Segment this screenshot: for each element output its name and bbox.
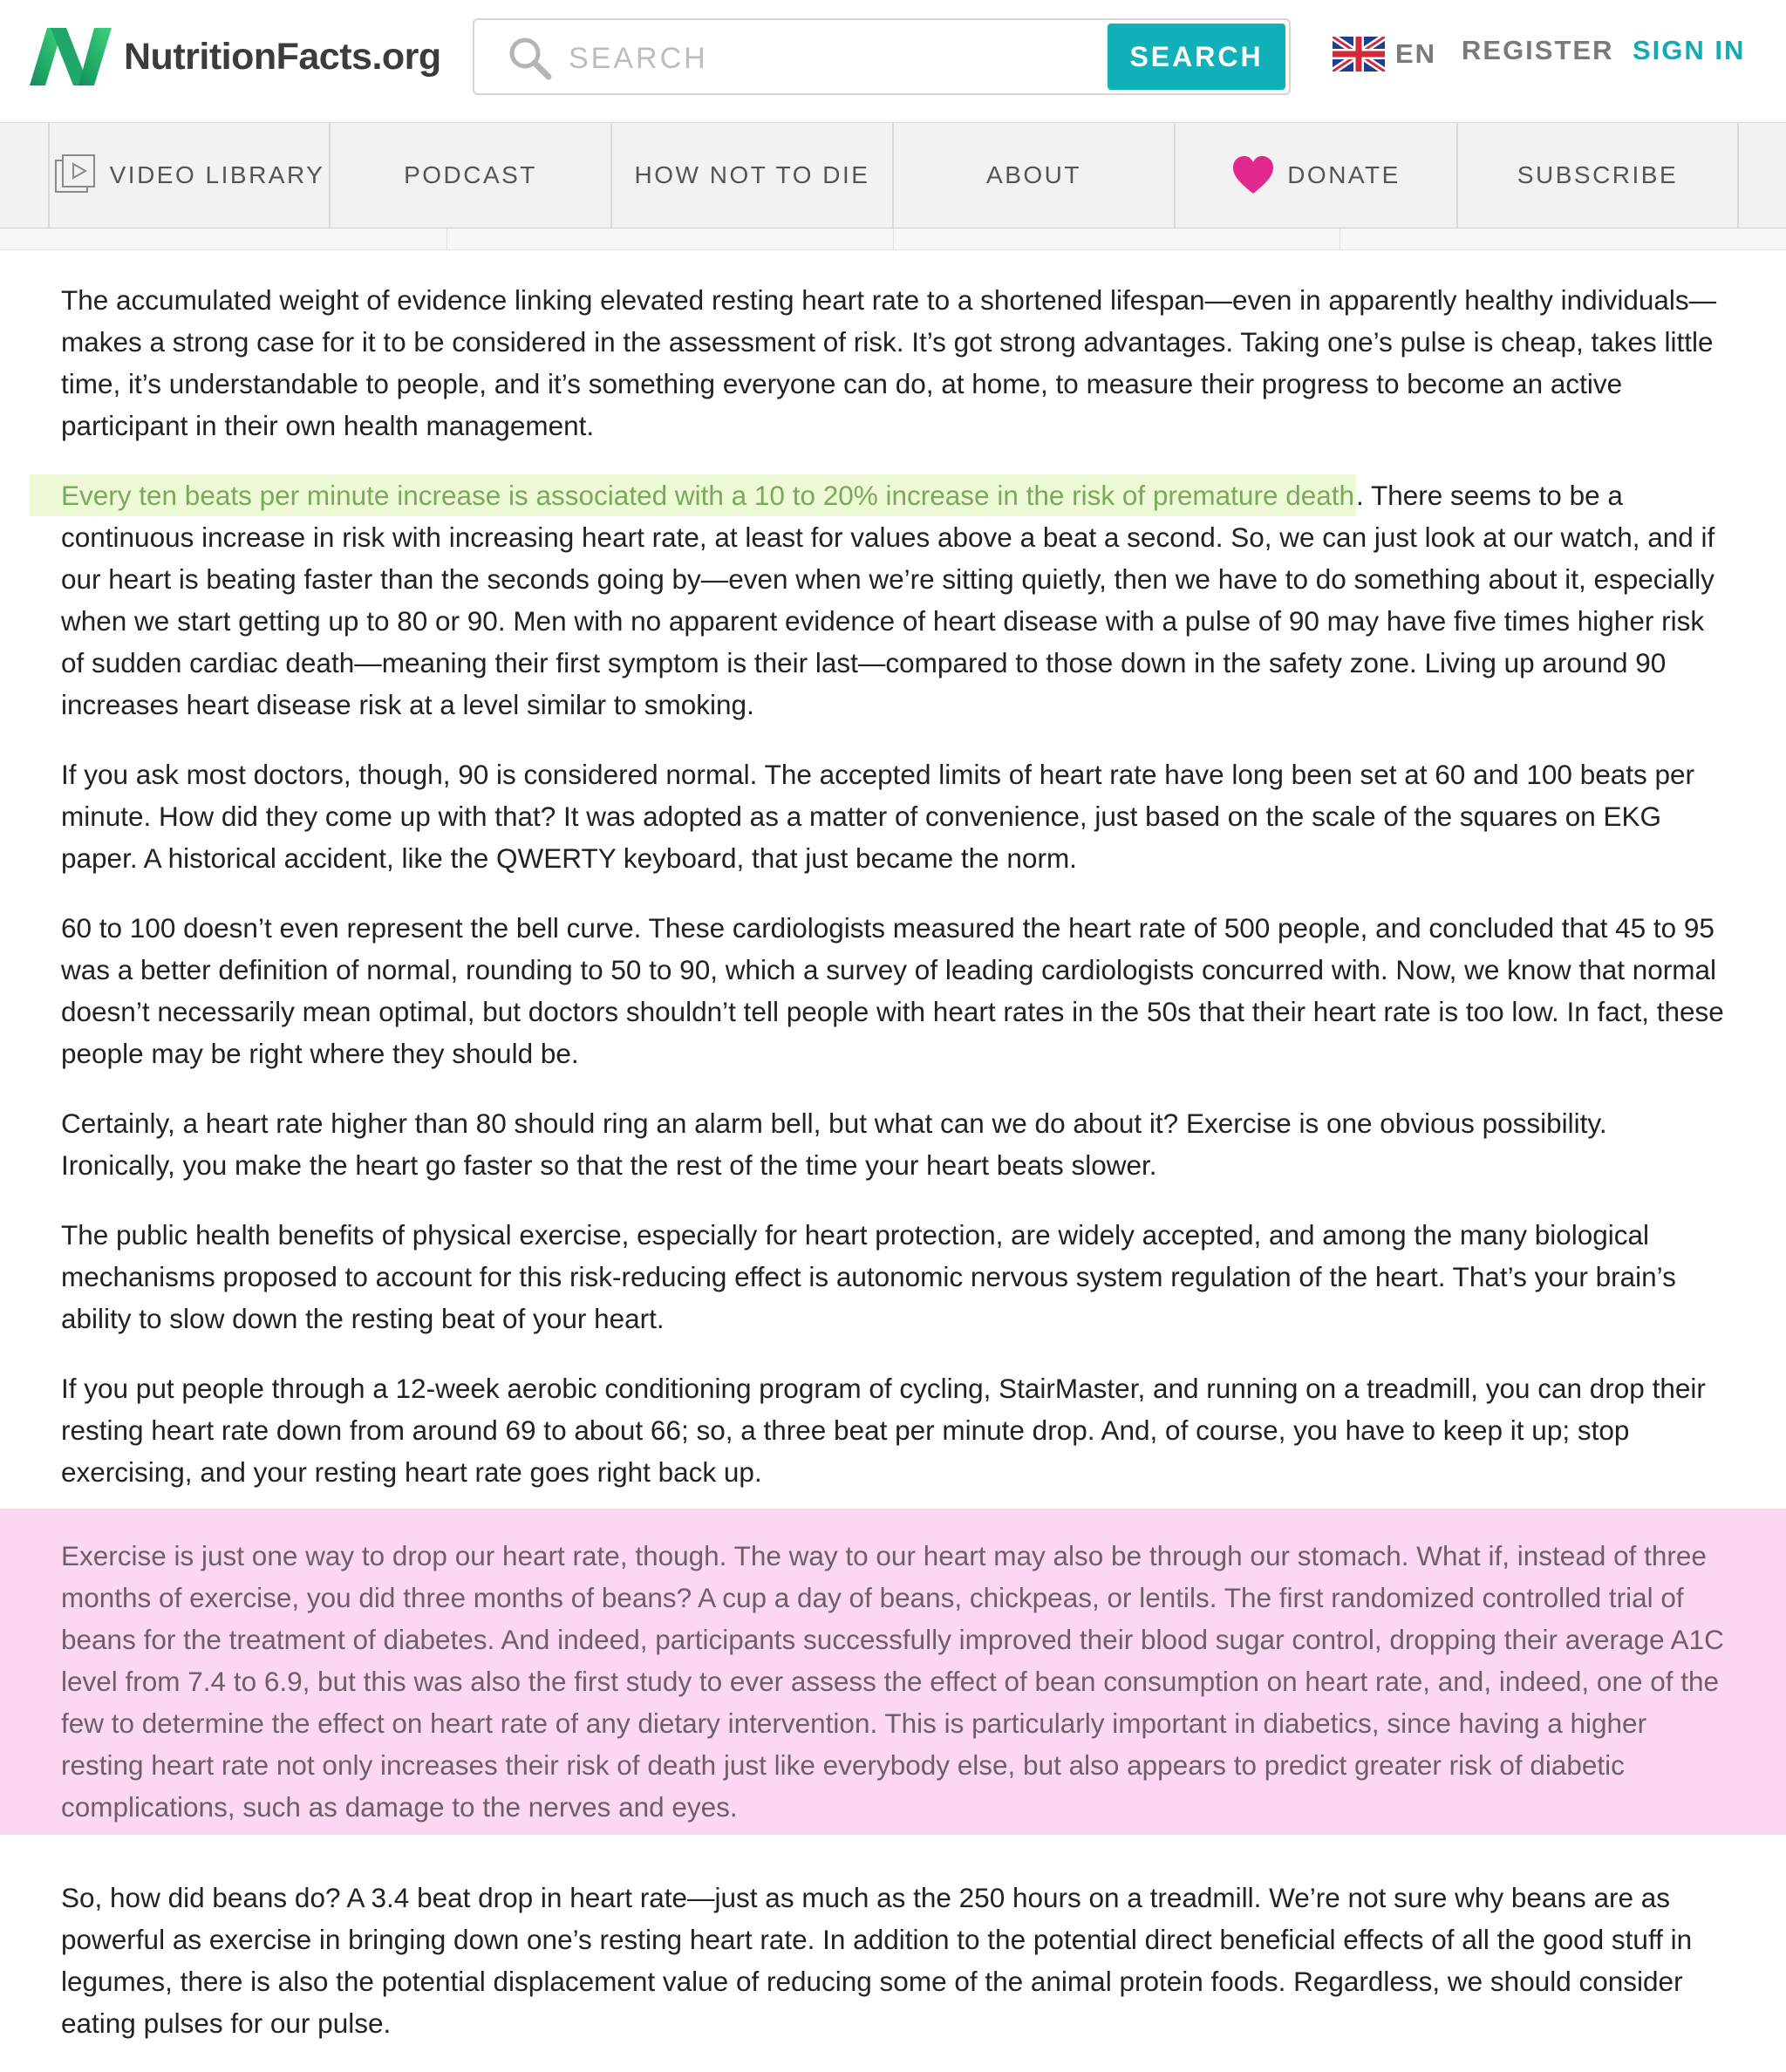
sub-nav-segment: [446, 228, 894, 249]
article-paragraph: If you put people through a 12-week aerobic conditioning program of cycling, StairMaster, and running on a treadmill, you can drop their resting heart rate down from around 69 to about 66; so, a three beat per minute drop. And, of course, you have to keep it up; stop exercising, and your resting heart rate goes right back up.: [61, 1373, 1706, 1488]
nav-video-library[interactable]: [48, 123, 331, 228]
article-paragraph: The public health benefits of physical exercise, especially for heart protection, are widely accepted, and among the many biological mechanisms proposed to account for this risk-reducing effect is autonomic nervous system regulation of the heart. That’s your brain’s ability to slow down the resting beat of your heart.: [61, 1219, 1676, 1334]
heart-icon: [1231, 155, 1275, 195]
nav-label: VIDEO LIBRARY: [109, 161, 325, 188]
article-paragraph: 60 to 100 doesn’t even represent the bell curve. These cardiologists measured the heart rate of 500 people, and concluded that 45 to 95 was a better definition of normal, rounding to 50 to 90, which a survey of leading cardiologists concurred with. Now, we know that normal doesn’t necessarily mean optimal, but doctors shouldn’t tell people with heart rates in the 50s that their heart rate is too low. In fact, these people may be right where they should be.: [61, 912, 1724, 1069]
article-paragraph: If you ask most doctors, though, 90 is considered normal. The accepted limits of heart rate have long been set at 60 and 100 beats per minute. How did they come up with that? It was adopted as a matter of convenience, just based on the scale of the squares on EKG paper. A historical accident, like the QWERTY keyboard, that just became the norm.: [61, 759, 1695, 874]
nav-donate[interactable]: [1176, 123, 1458, 228]
highlighted-quote[interactable]: Every ten beats per minute increase is associated with a 10 to 20% increase in the risk of premature death: [61, 474, 1356, 516]
article-body: [61, 279, 1727, 2072]
nav-podcast[interactable]: [331, 123, 612, 228]
language-label: EN: [1395, 38, 1437, 69]
nav-subscribe[interactable]: [1458, 123, 1739, 228]
search-button[interactable]: SEARCH: [1108, 24, 1285, 90]
site-logo[interactable]: [28, 26, 441, 87]
language-selector[interactable]: [1333, 35, 1436, 73]
article-paragraph: [61, 474, 1727, 726]
nav-label: ABOUT: [986, 161, 1081, 188]
video-library-icon: [54, 153, 98, 197]
sign-in-link[interactable]: SIGN IN: [1633, 35, 1746, 65]
main-nav: [0, 122, 1786, 228]
site-header: [0, 0, 1786, 122]
search-bar: [473, 18, 1291, 95]
nav-about[interactable]: [894, 123, 1176, 228]
sub-nav-strip: [0, 228, 1786, 250]
search-icon: [506, 34, 553, 81]
register-link[interactable]: REGISTER: [1462, 35, 1614, 65]
logo-mark-icon: [28, 26, 113, 87]
search-input[interactable]: [567, 34, 1094, 83]
nav-how-not-to-die[interactable]: [612, 123, 894, 228]
nav-label: HOW NOT TO DIE: [634, 161, 870, 188]
article-paragraph: Certainly, a heart rate higher than 80 should ring an alarm bell, but what can we do about it? Exercise is one obvious possibility. Ironically, you make the heart go faster so that the rest of the time your heart beats slower.: [61, 1108, 1607, 1181]
highlighted-paragraph: Exercise is just one way to drop our heart rate, though. The way to our heart may also be through our stomach. What if, instead of three months of exercise, you did three months of beans? A cup a day of beans, chickpeas, or lentils. The first randomized controlled trial of beans for the treatment of diabetes. And indeed, participants successfully improved their blood sugar control, dropping their average A1C level from 7.4 to 6.9, but this was also the first study to ever assess the effect of bean consumption on heart rate, and, indeed, one of the few to determine the effect on heart rate of any dietary intervention. This is particularly important in diabetics, since having a higher resting heart rate not only increases their risk of death just like everybody else, but also appears to predict greater risk of diabetic complications, such as damage to the nerves and eyes.: [61, 1540, 1724, 1823]
nav-label: SUBSCRIBE: [1517, 161, 1679, 188]
article-paragraph: So, how did beans do? A 3.4 beat drop in heart rate—just as much as the 250 hours on a treadmill. We’re not sure why beans are as powerful as exercise in bringing down one’s resting heart rate. In addition to the potential direct beneficial effects of all the good stuff in legumes, there is also the potential displacement value of reducing some of the animal protein foods. Regardless, we should consider eating pulses for our pulse.: [61, 1882, 1693, 2039]
logo-text: NutritionFacts.org: [124, 35, 441, 78]
nav-label: DONATE: [1287, 161, 1401, 188]
paragraph-text: . There seems to be a continuous increase in risk with increasing heart rate, at least for values above a beat a second. So, we can just look at our watch, and if our heart is beating faster than the seconds going by—even when we’re sitting quietly, then we have to do something about it, especially when we start getting up to 80 or 90. Men with no apparent evidence of heart disease with a pulse of 90 may have five times higher risk of sudden cardiac death—meaning their first symptom is their last—compared to those down in the safety zone. Living up around 90 increases heart disease risk at a level similar to smoking.: [61, 480, 1715, 720]
nav-label: PODCAST: [404, 161, 537, 188]
article-paragraph: The accumulated weight of evidence linking elevated resting heart rate to a shortened lifespan—even in apparently healthy individuals—makes a strong case for it to be considered in the assessment of risk. It’s got strong advantages. Taking one’s pulse is cheap, takes little time, it’s understandable to people, and it’s something everyone can do, at home, to measure their progress to become an active participant in their own health management.: [61, 284, 1717, 441]
uk-flag-icon: [1333, 37, 1385, 72]
sub-nav-segment: [0, 228, 447, 249]
sub-nav-segment: [893, 228, 1340, 249]
